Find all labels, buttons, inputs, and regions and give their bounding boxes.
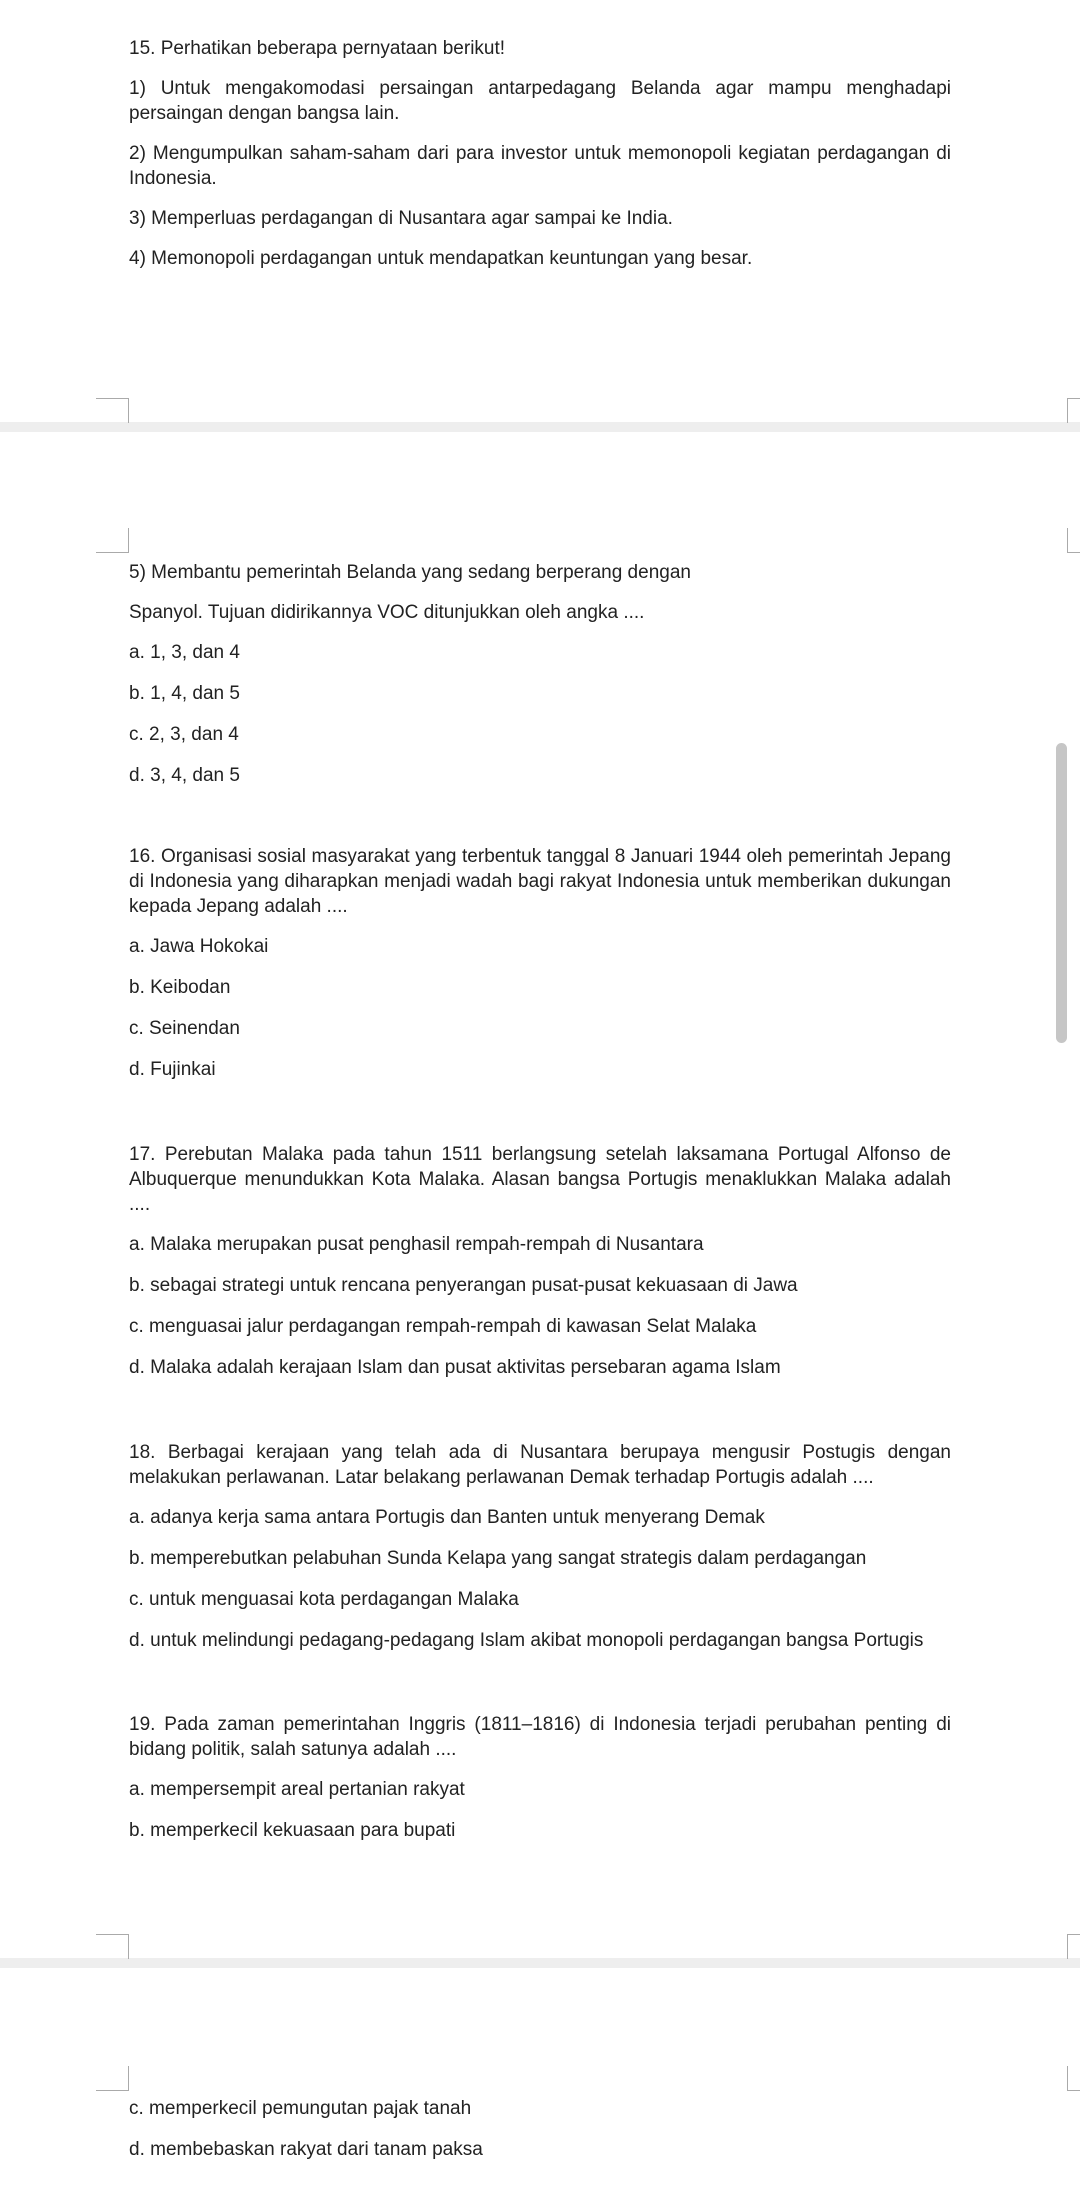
question-17: [129, 1142, 951, 1396]
statement-item: 2) Mengumpulkan saham-saham dari para investor untuk memonopoli kegiatan perdagangan di Indonesia.: [129, 143, 951, 189]
page-separator: [0, 1958, 1080, 1968]
page-corner-mark: [96, 1934, 129, 1959]
question-15-continued: [129, 560, 951, 804]
question-text: 17. Perebutan Malaka pada tahun 1511 berlangsung setelah laksamana Portugal Alfonso de Albuquerque menundukkan Kota Malaka. Alasan bangsa Portugis menaklukkan Malaka adalah ....: [129, 1144, 951, 1215]
vertical-scrollbar-thumb[interactable]: [1056, 743, 1067, 1043]
answer-option: c. 2, 3, dan 4: [129, 724, 239, 745]
page-corner-mark: [96, 398, 129, 423]
statement-item: 5) Membantu pemerintah Belanda yang sedang berperang dengan: [129, 562, 691, 583]
answer-option: d. Fujinkai: [129, 1059, 216, 1080]
question-text: 18. Berbagai kerajaan yang telah ada di Nusantara berupaya mengusir Postugis dengan melakukan perlawanan. Latar belakang perlawanan Demak terhadap Portugis adalah ....: [129, 1442, 951, 1488]
page-corner-mark: [1067, 398, 1080, 423]
answer-option: b. memperkecil kekuasaan para bupati: [129, 1820, 456, 1841]
statement-item: 3) Memperluas perdagangan di Nusantara agar sampai ke India.: [129, 208, 673, 229]
answer-option: b. sebagai strategi untuk rencana penyerangan pusat-pusat kekuasaan di Jawa: [129, 1275, 798, 1296]
question-19: [129, 1712, 951, 1859]
answer-option: c. untuk menguasai kota perdagangan Malaka: [129, 1589, 519, 1610]
answer-option: d. membebaskan rakyat dari tanam paksa: [129, 2139, 483, 2160]
answer-option: c. memperkecil pemungutan pajak tanah: [129, 2098, 472, 2119]
document-page-1: [0, 0, 1080, 422]
document-page-3: [0, 1968, 1080, 2194]
question-text: Spanyol. Tujuan didirikannya VOC ditunjukkan oleh angka ....: [129, 602, 645, 623]
page-corner-mark: [96, 528, 129, 553]
answer-option: d. untuk melindungi pedagang-pedagang Islam akibat monopoli perdagangan bangsa Portugis: [129, 1630, 924, 1651]
page-corner-mark: [96, 2066, 129, 2091]
answer-option: a. Malaka merupakan pusat penghasil rempah-rempah di Nusantara: [129, 1234, 704, 1255]
answer-option: b. memperebutkan pelabuhan Sunda Kelapa yang sangat strategis dalam perdagangan: [129, 1548, 867, 1569]
answer-option: a. Jawa Hokokai: [129, 936, 269, 957]
question-text: 15. Perhatikan beberapa pernyataan berikut!: [129, 38, 506, 59]
question-text: 16. Organisasi sosial masyarakat yang terbentuk tanggal 8 Januari 1944 oleh pemerintah Jepang di Indonesia yang diharapkan menjadi wadah bagi rakyat Indonesia untuk memberikan dukungan kepada Jepang adalah ....: [129, 846, 951, 917]
question-18: [129, 1440, 951, 1669]
answer-option: a. adanya kerja sama antara Portugis dan Banten untuk menyerang Demak: [129, 1507, 765, 1528]
page-corner-mark: [1067, 1934, 1080, 1959]
answer-option: d. 3, 4, dan 5: [129, 765, 240, 786]
page-corner-mark: [1067, 2066, 1080, 2091]
answer-option: b. Keibodan: [129, 977, 231, 998]
question-16: [129, 844, 951, 1098]
answer-option: a. mempersempit areal pertanian rakyat: [129, 1779, 465, 1800]
statement-item: 4) Memonopoli perdagangan untuk mendapatkan keuntungan yang besar.: [129, 248, 753, 269]
answer-option: c. Seinendan: [129, 1018, 240, 1039]
answer-option: d. Malaka adalah kerajaan Islam dan pusat aktivitas persebaran agama Islam: [129, 1357, 781, 1378]
answer-option: b. 1, 4, dan 5: [129, 683, 240, 704]
page-separator: [0, 422, 1080, 432]
question-15: [129, 36, 951, 286]
statement-item: 1) Untuk mengakomodasi persaingan antarpedagang Belanda agar mampu menghadapi persaingan dengan bangsa lain.: [129, 78, 951, 124]
question-19-continued: [129, 2096, 951, 2178]
answer-option: c. menguasai jalur perdagangan rempah-rempah di kawasan Selat Malaka: [129, 1316, 757, 1337]
page-corner-mark: [1067, 528, 1080, 553]
answer-option: a. 1, 3, dan 4: [129, 642, 240, 663]
question-text: 19. Pada zaman pemerintahan Inggris (1811–1816) di Indonesia terjadi perubahan penting di bidang politik, salah satunya adalah ....: [129, 1714, 951, 1760]
document-page-2: [0, 432, 1080, 1958]
